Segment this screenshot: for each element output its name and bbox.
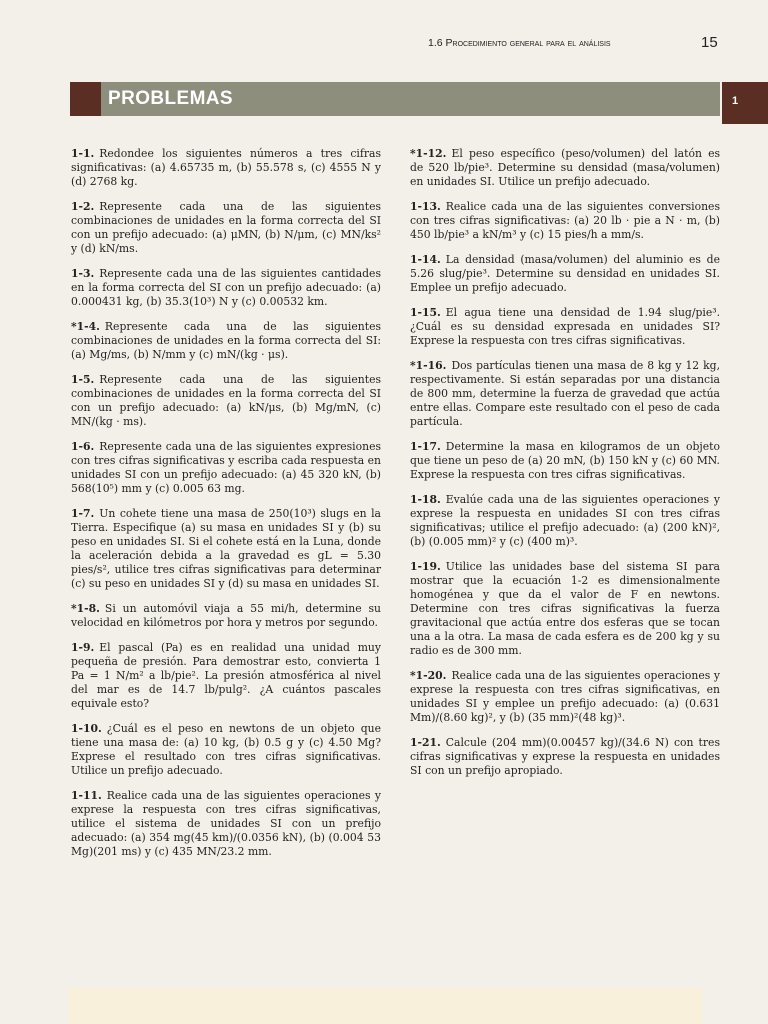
problem-item xyxy=(410,306,720,348)
problem-number: 1-3. xyxy=(71,266,95,280)
problem-text: Si un automóvil viaja a 55 mi/h, determine su velocidad en kilómetros por hora y metros por segundo. xyxy=(71,601,381,629)
chapter-tab xyxy=(722,82,768,124)
problem-item xyxy=(410,493,720,549)
problem-number: 1-10. xyxy=(71,721,102,735)
problem-text: Redondee los siguientes números a tres cifras significativas: (a) 4.65735 m, (b) 55.578 s, (c) 4555 N y (d) 2768 kg. xyxy=(71,146,381,188)
problem-number: 1-17. xyxy=(410,439,441,453)
problem-item xyxy=(410,253,720,295)
problem-text: El agua tiene una densidad de 1.94 slug/pie³. ¿Cuál es su densidad expresada en unidades SI? Exprese la respuesta con tres cifras significativas. xyxy=(410,305,720,347)
problem-text: Represente cada una de las siguientes combinaciones de unidades en la forma correcta del SI con un prefijo adecuado: (a) μMN, (b) N/μm, (c) MN/ks² y (d) kN/ms. xyxy=(71,199,381,255)
page-header xyxy=(0,34,768,58)
problem-item xyxy=(71,602,381,630)
problem-number: *1-20. xyxy=(410,668,447,682)
problem-item xyxy=(71,147,381,189)
problem-item xyxy=(71,641,381,711)
problem-item xyxy=(410,200,720,242)
problem-text: Un cohete tiene una masa de 250(10³) slugs en la Tierra. Especifique (a) su masa en unidades SI y (b) su peso en unidades SI. Si el cohete está en la Luna, donde la aceleración debida a la gravedad es gL = 5.30 pies/s², utilice tres cifras significativas para determinar (c) su peso en unidades SI y (d) su masa en unidades SI. xyxy=(71,506,381,590)
problem-text: ¿Cuál es el peso en newtons de un objeto que tiene una masa de: (a) 10 kg, (b) 0.5 g y (c) 4.50 Mg? Exprese el resultado con tres cifras significativas. Utilice un prefijo adecuado. xyxy=(71,721,381,777)
problem-item xyxy=(71,789,381,859)
problem-number: 1-15. xyxy=(410,305,441,319)
problem-number: 1-9. xyxy=(71,640,95,654)
section-reference: 1.6 Procedimiento general para el análisis xyxy=(428,37,611,49)
problem-number: 1-21. xyxy=(410,735,441,749)
problem-text: El peso específico (peso/volumen) del latón es de 520 lb/pie³. Determine su densidad (masa/volumen) en unidades SI. Utilice un prefijo adecuado. xyxy=(410,146,720,188)
problem-text: Realice cada una de las siguientes operaciones y exprese la respuesta con tres cifras significativas, utilice el sistema de unidades SI con un prefijo adecuado: (a) 354 mg(45 km)/(0.0356 kN), (b) (0.004 53 Mg)(201 ms) y (c) 435 MN/23.2 mm. xyxy=(71,788,381,858)
problem-text: Represente cada una de las siguientes expresiones con tres cifras significativas y escriba cada respuesta en unidades SI con un prefijo adecuado: (a) 45 320 kN, (b) 568(10⁵) mm y (c) 0.005 63 mg. xyxy=(71,439,381,495)
problem-text: Realice cada una de las siguientes operaciones y exprese la respuesta con tres cifras significativas, en unidades SI y emplee un prefijo adecuado: (a) (0.631 Mm)/(8.60 kg)², y (b) (35 mm)²(48 kg)³. xyxy=(410,668,720,724)
problem-number: 1-1. xyxy=(71,146,95,160)
problem-number: *1-8. xyxy=(71,601,100,615)
problem-item xyxy=(71,722,381,778)
page-number: 15 xyxy=(701,34,718,51)
problem-item xyxy=(410,736,720,778)
problem-item xyxy=(410,560,720,658)
problem-text: Realice cada una de las siguientes conversiones con tres cifras significativas: (a) 20 lb · pie a N · m, (b) 450 lb/pie³ a kN/m³ y (c) 15 pies/h a mm/s. xyxy=(410,199,720,241)
problem-text: La densidad (masa/volumen) del aluminio es de 5.26 slug/pie³. Determine su densidad en unidades SI. Emplee un prefijo adecuado. xyxy=(410,252,720,294)
problem-number: *1-16. xyxy=(410,358,447,372)
problems-banner xyxy=(70,82,720,116)
problem-number: 1-11. xyxy=(71,788,102,802)
problem-item xyxy=(71,507,381,591)
banner-accent-block xyxy=(70,82,101,116)
problem-text: Dos partículas tienen una masa de 8 kg y 12 kg, respectivamente. Si están separadas por una distancia de 800 mm, determine la fuerza de gravedad que actúa entre ellas. Compare este resultado con el peso de cada partícula. xyxy=(410,358,720,428)
problem-text: Determine la masa en kilogramos de un objeto que tiene un peso de (a) 20 mN, (b) 150 kN y (c) 60 MN. Exprese la respuesta con tres cifras significativas. xyxy=(410,439,720,481)
problem-number: *1-12. xyxy=(410,146,447,160)
banner-title: PROBLEMAS xyxy=(108,88,233,109)
problem-item xyxy=(71,320,381,362)
problem-number: 1-2. xyxy=(71,199,95,213)
problem-item xyxy=(410,669,720,725)
problem-item xyxy=(410,359,720,429)
right-column xyxy=(410,136,720,789)
problem-text: Calcule (204 mm)(0.00457 kg)/(34.6 N) con tres cifras significativas y exprese la respuesta en unidades SI con un prefijo apropiado. xyxy=(410,735,720,777)
chapter-tab-label: 1 xyxy=(732,95,739,107)
problem-number: 1-6. xyxy=(71,439,95,453)
problem-number: 1-14. xyxy=(410,252,441,266)
problem-number: 1-19. xyxy=(410,559,441,573)
problem-number: 1-7. xyxy=(71,506,95,520)
problem-item xyxy=(71,373,381,429)
problem-number: *1-4. xyxy=(71,319,100,333)
problem-number: 1-5. xyxy=(71,372,95,386)
left-column xyxy=(71,136,381,870)
problem-text: Represente cada una de las siguientes combinaciones de unidades en la forma correcta del SI con un prefijo adecuado: (a) kN/μs, (b) Mg/mN, (c) MN/(kg · ms). xyxy=(71,372,381,428)
problem-number: 1-13. xyxy=(410,199,441,213)
footer-strip xyxy=(68,988,702,1024)
problem-item xyxy=(410,440,720,482)
problem-item xyxy=(71,267,381,309)
problem-text: Utilice las unidades base del sistema SI para mostrar que la ecuación 1-2 es dimensionalmente homogénea y que da el valor de F en newtons. Determine con tres cifras significativas la fuerza gravitacional que actúa entre dos esferas que se tocan una a la otra. La masa de cada esfera es de 200 kg y su radio es de 300 mm. xyxy=(410,559,720,657)
problem-text: El pascal (Pa) es en realidad una unidad muy pequeña de presión. Para demostrar esto, convierta 1 Pa = 1 N/m² a lb/pie². La presión atmosférica al nivel del mar es de 14.7 lb/pulg². ¿A cuántos pascales equivale esto? xyxy=(71,640,381,710)
problem-text: Represente cada una de las siguientes combinaciones de unidades en la forma correcta del SI: (a) Mg/ms, (b) N/mm y (c) mN/(kg · μs). xyxy=(71,319,381,361)
problem-item xyxy=(71,440,381,496)
problem-text: Represente cada una de las siguientes cantidades en la forma correcta del SI con un prefijo adecuado: (a) 0.000431 kg, (b) 35.3(10³) N y (c) 0.00532 km. xyxy=(71,266,381,308)
problem-number: 1-18. xyxy=(410,492,441,506)
problem-item xyxy=(410,147,720,189)
problem-item xyxy=(71,200,381,256)
problem-text: Evalúe cada una de las siguientes operaciones y exprese la respuesta en unidades SI con tres cifras significativas; utilice el prefijo adecuado: (a) (200 kN)², (b) (0.005 mm)² y (c) (400 m)³. xyxy=(410,492,720,548)
